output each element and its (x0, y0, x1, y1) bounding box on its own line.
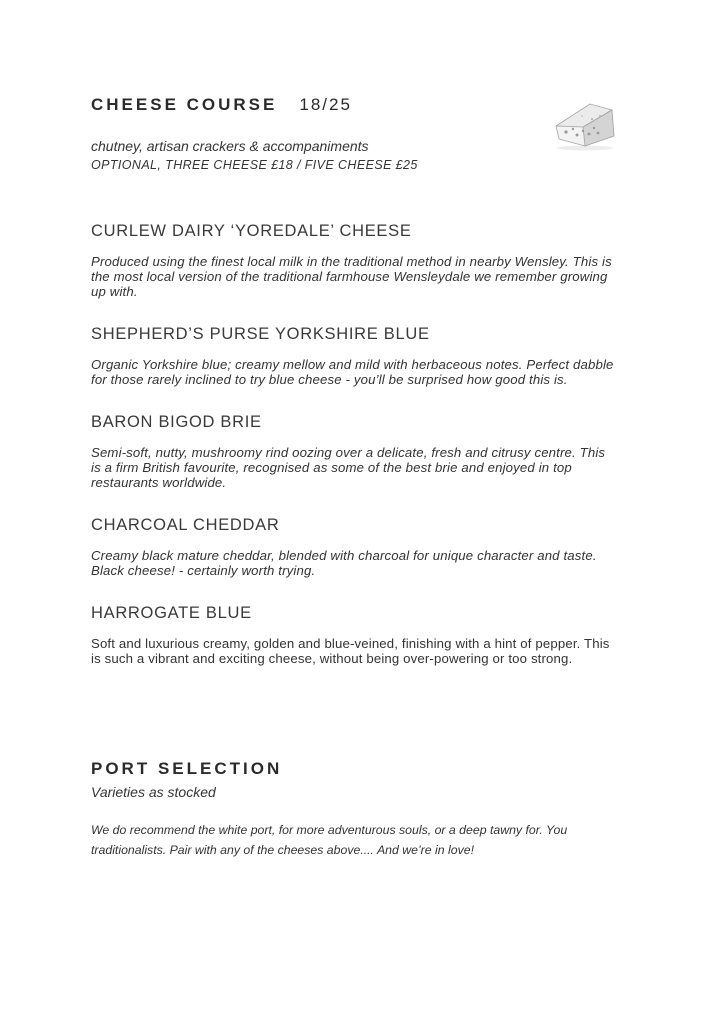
menu-item-name: CHARCOAL CHEDDAR (91, 516, 280, 534)
port-section (91, 759, 636, 860)
port-section-subtitle: Varieties as stocked (91, 784, 216, 800)
cheese-wedge-icon (552, 98, 618, 154)
menu-item (91, 222, 636, 299)
menu-item-name: CURLEW DAIRY ‘YOREDALE’ CHEESE (91, 222, 412, 240)
menu-item (91, 325, 636, 387)
menu-item-description: Semi-soft, nutty, mushroomy rind oozing over a delicate, fresh and citrusy centre. This is a firm British favourite, recognised as some of the best brie and enjoyed in top restaurants worldwide. (91, 445, 606, 490)
menu-item-description: Produced using the finest local milk in the traditional method in nearby Wensley. This is the most local version of the traditional farmhouse Wensleydale we remember growing up with. (91, 254, 612, 299)
course-price: 18/25 (299, 95, 352, 114)
menu-item-description: Soft and luxurious creamy, golden and blue-veined, finishing with a hint of pepper. This is such a vibrant and exciting cheese, without being over-powering or too strong. (91, 636, 610, 666)
menu-item (91, 516, 636, 578)
course-option-line: OPTIONAL, THREE CHEESE £18 / FIVE CHEESE £25 (91, 158, 418, 172)
course-subtitle: chutney, artisan crackers & accompaniments (91, 138, 369, 154)
menu-item-description: Organic Yorkshire blue; creamy mellow and mild with herbaceous notes. Perfect dabble for those rarely inclined to try blue cheese - you’ll be surprised how good this is. (91, 357, 614, 387)
page-title: CHEESE COURSE (91, 95, 278, 114)
port-section-note: We do recommend the white port, for more adventurous souls, or a deep tawny for. You traditionalists. Pair with any of the cheeses above.... And we’re in love! (91, 823, 568, 857)
menu-item-name: HARROGATE BLUE (91, 604, 252, 622)
menu-item-description: Creamy black mature cheddar, blended with charcoal for unique character and taste. Black cheese! - certainly worth trying. (91, 548, 597, 578)
port-section-title: PORT SELECTION (91, 759, 283, 778)
menu-item-name: BARON BIGOD BRIE (91, 413, 262, 431)
menu-item-name: SHEPHERD’S PURSE YORKSHIRE BLUE (91, 325, 430, 343)
menu-item (91, 413, 636, 490)
menu-item (91, 604, 636, 666)
